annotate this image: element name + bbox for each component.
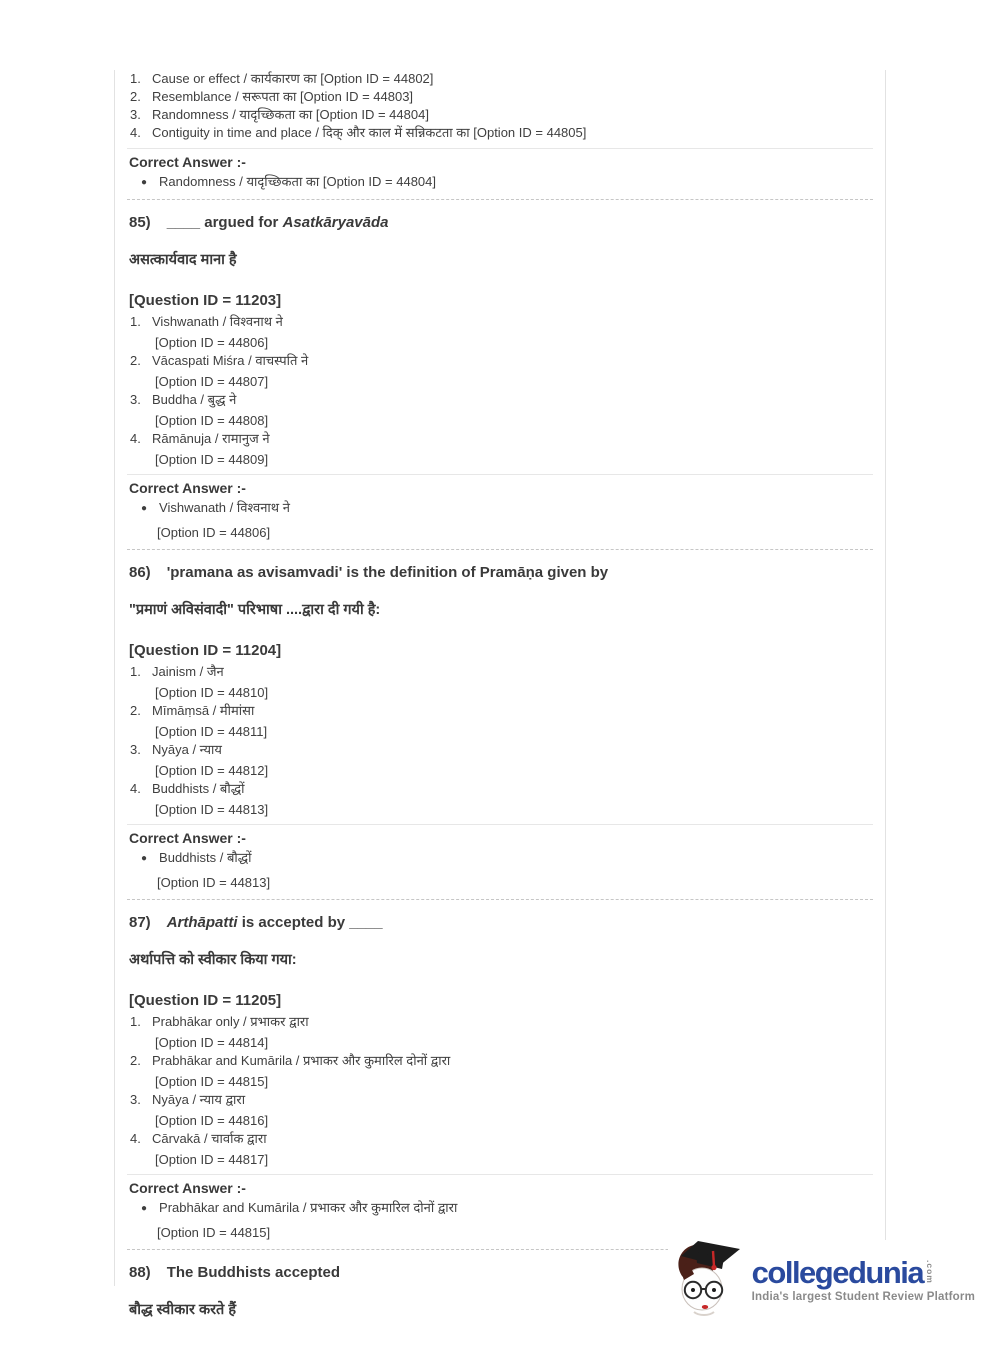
option-line	[127, 742, 873, 758]
option-row	[127, 1131, 873, 1168]
correct-answer-option-id: [Option ID = 44815]	[157, 1225, 271, 1240]
correct-answer-value: Prabhākar and Kumārila / प्रभाकर और कुमारिल दोनों द्वारा	[159, 1200, 458, 1215]
correct-answer-label: Correct Answer :-	[129, 154, 246, 170]
option-number: 2.	[130, 703, 141, 718]
correct-answer-text	[141, 850, 873, 867]
question-number: 88)	[129, 1264, 151, 1281]
correct-answer-value: Randomness / यादृच्छिकता का [Option ID = 44804]	[159, 174, 436, 189]
option-number: 4.	[130, 1131, 141, 1146]
option-id: [Option ID = 44812]	[155, 763, 269, 778]
bullet-icon: ●	[141, 177, 148, 188]
correct-answer-label: Correct Answer :-	[129, 480, 246, 496]
option-number: 1.	[130, 314, 141, 329]
option-number: 3.	[130, 392, 141, 407]
option-row	[127, 124, 873, 142]
bullet-icon: ●	[141, 1203, 148, 1214]
option-number: 1.	[130, 1014, 141, 1029]
correct-answer-option-id: [Option ID = 44813]	[157, 875, 271, 890]
correct-answer-block	[127, 474, 873, 549]
correct-answer-block	[127, 148, 873, 199]
correct-answer-option-id: [Option ID = 44806]	[157, 525, 271, 540]
brand-tagline: India's largest Student Review Platform	[751, 1290, 975, 1303]
bullet-icon: ●	[141, 503, 148, 514]
option-row	[127, 781, 873, 818]
question-text: The Buddhists accepted	[166, 1264, 341, 1281]
option-line	[127, 353, 873, 369]
question-text-italic: Asatkāryavāda	[282, 214, 389, 231]
bullet-icon: ●	[141, 853, 148, 864]
option-text: Resemblance / सरूपता का [Option ID = 44803]	[152, 89, 414, 104]
option-text: Mīmāṃsā / मीमांसा	[152, 703, 255, 718]
option-row	[127, 664, 873, 701]
option-text: Nyāya / न्याय द्वारा	[152, 1092, 246, 1107]
option-line	[127, 431, 873, 447]
option-text: Jainism / जैन	[152, 664, 224, 679]
option-text: Randomness / यादृच्छिकता का [Option ID = 44804]	[152, 107, 429, 122]
question-text-italic: Arthāpatti	[166, 914, 238, 931]
question-title	[129, 914, 873, 931]
brand-name: collegedunia	[751, 1254, 924, 1290]
question-id: [Question ID = 11203]	[129, 292, 282, 309]
option-text: Nyāya / न्याय	[152, 742, 222, 757]
correct-answer-text	[141, 500, 873, 517]
option-id: [Option ID = 44811]	[155, 724, 268, 739]
option-text: Buddhists / बौद्धों	[152, 781, 245, 796]
option-id: [Option ID = 44813]	[155, 802, 269, 817]
correct-answer-value: Buddhists / बौद्धों	[159, 850, 252, 865]
option-number: 1.	[130, 71, 141, 86]
collegedunia-logo	[668, 1240, 975, 1320]
option-id: [Option ID = 44817]	[155, 1152, 269, 1167]
option-id: [Option ID = 44807]	[155, 374, 269, 389]
option-number: 3.	[130, 742, 141, 757]
option-text: Prabhākar and Kumārila / प्रभाकर और कुमारिल दोनों द्वारा	[152, 1053, 451, 1068]
question-text: ____ argued for	[166, 214, 283, 231]
option-text: Cārvakā / चार्वाक द्वारा	[152, 1131, 267, 1146]
option-line	[127, 1131, 873, 1147]
option-id: [Option ID = 44808]	[155, 413, 269, 428]
option-number: 2.	[130, 1053, 141, 1068]
option-text: Vācaspati Miśra / वाचस्पति ने	[152, 353, 309, 368]
question-hindi: असत्कार्यवाद माना है	[129, 252, 237, 268]
question-hindi: अर्थापत्ति को स्वीकार किया गया:	[129, 952, 297, 968]
option-number: 4.	[130, 781, 141, 796]
option-line	[127, 1053, 873, 1069]
option-number: 2.	[130, 353, 141, 368]
option-row	[127, 703, 873, 740]
fragment-options	[127, 70, 873, 142]
option-row	[127, 1092, 873, 1129]
question-title	[129, 214, 873, 231]
option-text: Prabhākar only / प्रभाकर द्वारा	[152, 1014, 309, 1029]
question-86	[127, 564, 873, 900]
question-hindi: बौद्ध स्वीकार करते हैं	[129, 1302, 237, 1318]
question-text-suffix: is accepted by ____	[237, 914, 383, 931]
option-line	[127, 781, 873, 797]
question-85	[127, 214, 873, 550]
question-text: 'pramana as avisamvadi' is the definition of Pramāṇa given by	[166, 564, 609, 581]
option-id: [Option ID = 44814]	[155, 1035, 269, 1050]
question-title	[129, 564, 873, 581]
option-row	[127, 88, 873, 106]
question-87	[127, 914, 873, 1250]
option-line	[127, 1014, 873, 1030]
option-row	[127, 392, 873, 429]
option-id: [Option ID = 44810]	[155, 685, 269, 700]
correct-answer-label: Correct Answer :-	[129, 830, 246, 846]
question-number: 86)	[129, 564, 151, 581]
option-number: 4.	[130, 125, 141, 140]
question-id: [Question ID = 11204]	[129, 642, 282, 659]
correct-answer-label: Correct Answer :-	[129, 1180, 246, 1196]
question-id: [Question ID = 11205]	[129, 992, 282, 1009]
option-number: 3.	[130, 107, 141, 122]
option-text: Vishwanath / विश्वनाथ ने	[152, 314, 283, 329]
brand-tld: .com	[925, 1259, 936, 1284]
option-line	[127, 664, 873, 680]
option-number: 1.	[130, 664, 141, 679]
option-row	[127, 742, 873, 779]
collegedunia-mascot-icon	[672, 1240, 744, 1320]
options-list	[127, 1014, 873, 1168]
correct-answer-text	[141, 1200, 873, 1217]
option-line	[127, 392, 873, 408]
option-line	[127, 703, 873, 719]
option-row	[127, 353, 873, 390]
question-number: 85)	[129, 214, 151, 231]
correct-answer-block	[127, 824, 873, 899]
option-line	[127, 1092, 873, 1108]
option-row	[127, 106, 873, 124]
option-row	[127, 70, 873, 88]
option-row	[127, 431, 873, 468]
option-text: Cause or effect / कार्यकारण का [Option ID = 44802]	[152, 71, 434, 86]
option-number: 2.	[130, 89, 141, 104]
option-number: 4.	[130, 431, 141, 446]
options-list	[127, 664, 873, 818]
option-row	[127, 1014, 873, 1051]
question-84-fragment	[127, 70, 873, 200]
option-id: [Option ID = 44815]	[155, 1074, 269, 1089]
option-id: [Option ID = 44809]	[155, 452, 269, 467]
option-text: Rāmānuja / रामानुज ने	[152, 431, 270, 446]
correct-answer-text	[141, 174, 873, 191]
logo-text	[751, 1254, 975, 1303]
option-number: 3.	[130, 1092, 141, 1107]
option-text: Contiguity in time and place / दिक् और काल में सन्निकटता का [Option ID = 44805]	[152, 125, 587, 140]
options-list	[127, 314, 873, 468]
question-number: 87)	[129, 914, 151, 931]
correct-answer-value: Vishwanath / विश्वनाथ ने	[159, 500, 290, 515]
question-hindi: "प्रमाणं अविसंवादी" परिभाषा ....द्वारा दी गयी है:	[129, 602, 381, 618]
option-row	[127, 314, 873, 351]
option-id: [Option ID = 44806]	[155, 335, 269, 350]
correct-answer-block	[127, 1174, 873, 1249]
option-id: [Option ID = 44816]	[155, 1113, 269, 1128]
option-text: Buddha / बुद्ध ने	[152, 392, 237, 407]
option-row	[127, 1053, 873, 1090]
option-line	[127, 314, 873, 330]
